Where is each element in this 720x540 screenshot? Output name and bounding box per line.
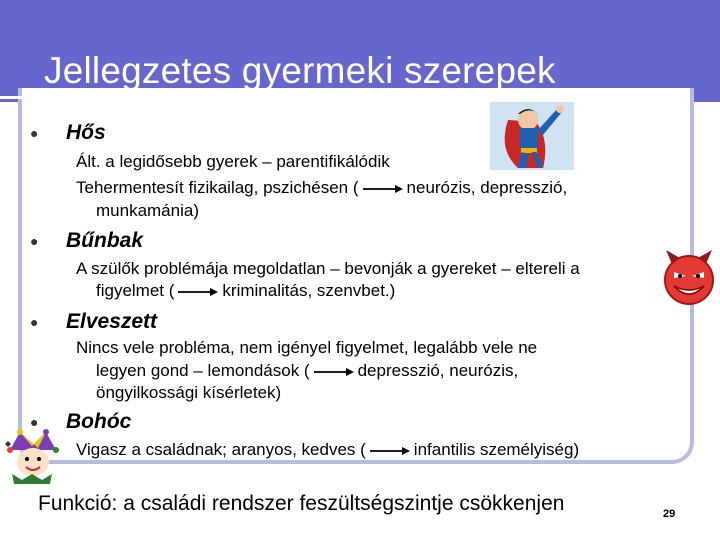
bullet-marker: ● [30,125,39,141]
section-line-with-arrow [76,178,567,198]
title-underline [0,96,636,99]
line-part: figyelmet ( [96,281,175,300]
right-arrow-icon [314,367,354,377]
section-line: Nincs vele probléma, nem igényel figyelmet, legalább vele ne [76,338,538,357]
section-heading-hos: Hős [66,121,106,144]
line-part: Tehermentesít fizikailag, pszichésen ( [76,178,359,197]
line-part: neurózis, depresszió, [406,178,568,197]
section-line: öngyilkossági kísérletek) [96,383,282,402]
line-part: infantilis személyiség) [413,440,580,459]
bullet-marker: ● [30,233,39,249]
slide-title: Jellegzetes gyermeki szerepek [44,50,556,91]
section-line: Ált. a legidősebb gyerek – parentifikálódik [76,152,390,171]
line-part: kriminalitás, szenvbet.) [222,281,396,300]
devil-face-image [660,248,718,306]
line-part: depresszió, neurózis, [357,361,519,380]
superhero-image [488,100,576,172]
section-line-with-arrow [96,361,518,381]
right-arrow-icon [363,184,403,194]
section-line: munkamánia) [96,201,199,220]
page-number: 29 [663,508,676,520]
jester-image [2,428,66,484]
right-arrow-icon [178,287,218,297]
section-line-with-arrow [76,440,579,460]
section-line: A szülők problémája megoldatlan – bevonják a gyereket – eltereli a [76,259,580,278]
right-arrow-icon [370,446,410,456]
section-heading-bohoc: Bohóc [66,410,132,433]
section-line-with-arrow [96,281,395,301]
section-heading-elveszett: Elveszett [66,310,158,333]
line-part: legyen gond – lemondások ( [96,361,310,380]
bullet-marker: ● [30,414,39,430]
line-part: Vigasz a családnak; aranyos, kedves ( [76,440,366,459]
section-heading-bunbak: Bűnbak [66,229,144,252]
bullet-marker: ● [30,314,39,330]
footer-text: Funkció: a családi rendszer feszültségszintje csökkenjen [38,492,565,515]
